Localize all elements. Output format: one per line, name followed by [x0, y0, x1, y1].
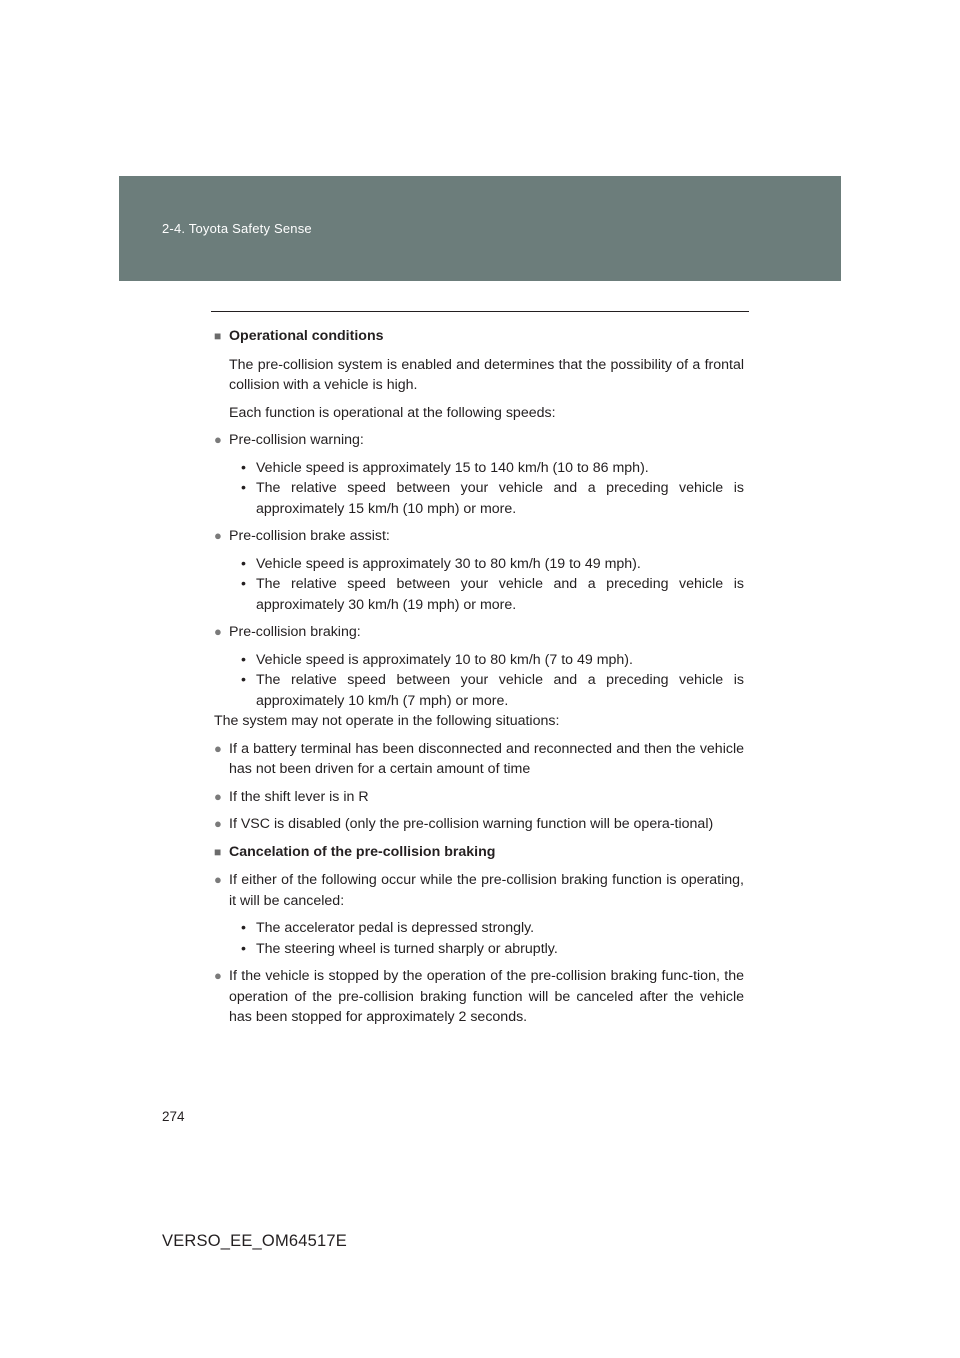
brake-assist-conditions — [214, 554, 744, 616]
sub-item — [241, 918, 744, 939]
square-bullet-icon: ■ — [214, 329, 222, 343]
bullet-text: If the vehicle is stopped by the operation of the pre-collision braking func-tion, the operation of the pre-collision braking function will be canceled after the vehicle has been stopped for approximately 2 seconds. — [229, 968, 744, 1025]
circle-bullet-icon: ● — [214, 968, 222, 983]
circle-bullet-icon: ● — [214, 432, 222, 447]
bullet-text: If VSC is disabled (only the pre-collision warning function will be opera-tional) — [229, 816, 714, 832]
warning-conditions — [214, 458, 744, 520]
paragraph-speeds-intro: Each function is operational at the following speeds: — [229, 404, 556, 421]
bullet-brake-assist — [214, 526, 744, 547]
sub-item — [241, 670, 744, 711]
circle-bullet-icon: ● — [214, 740, 222, 756]
bullet-text: If either of the following occur while the pre-collision braking function is operating, it will be canceled: — [229, 872, 744, 909]
circle-bullet-icon: ● — [214, 624, 222, 639]
sub-bullet-icon: • — [241, 920, 246, 936]
heading-text: Cancelation of the pre-collision braking — [229, 843, 496, 860]
circle-bullet-icon: ● — [214, 872, 222, 887]
bullet-text: Pre-collision warning: — [229, 432, 364, 448]
bullet-text: Pre-collision braking: — [229, 624, 361, 640]
sub-bullet-icon: • — [241, 940, 246, 957]
heading-text: Operational conditions — [229, 328, 384, 344]
sub-item-text: The relative speed between your vehicle and a preceding vehicle is approximately 15 km/h (10 mph) or more. — [256, 480, 744, 517]
sub-item-text: Vehicle speed is approximately 15 to 140 km/h (10 to 86 mph). — [256, 459, 649, 476]
sub-item — [241, 554, 744, 575]
square-bullet-icon: ■ — [214, 844, 222, 859]
bullet-text: If a battery terminal has been disconnected and reconnected and then the vehicle has not been driven for a certain amount of time — [229, 740, 744, 777]
bullet-braking — [214, 622, 744, 643]
braking-conditions — [214, 650, 744, 712]
sub-item-text: Vehicle speed is approximately 10 to 80 km/h (7 to 49 mph). — [256, 651, 633, 668]
sub-bullet-icon: • — [241, 555, 246, 572]
cancel-conditions — [214, 918, 744, 959]
heading-operational-conditions — [214, 326, 744, 347]
bullet-cancel-either — [214, 870, 744, 911]
circle-bullet-icon: ● — [214, 816, 222, 831]
bullet-text: Pre-collision brake assist: — [229, 528, 390, 544]
bullet-situation-shift — [214, 787, 744, 808]
sub-item — [241, 458, 744, 479]
heading-cancelation — [214, 842, 744, 863]
page-number: 274 — [162, 1109, 185, 1124]
sub-item-text: The relative speed between your vehicle and a preceding vehicle is approximately 10 km/h (7 mph) or more. — [256, 672, 744, 709]
sub-item — [241, 939, 744, 960]
page-content — [214, 326, 744, 1035]
sub-item-text: The accelerator pedal is depressed strongly. — [256, 920, 535, 936]
sub-bullet-icon: • — [241, 480, 246, 496]
sub-item — [241, 478, 744, 519]
bullet-situation-vsc — [214, 814, 744, 835]
bullet-cancel-stopped — [214, 966, 744, 1028]
circle-bullet-icon: ● — [214, 788, 222, 804]
bullet-text: If the shift lever is in R — [229, 788, 369, 805]
sub-bullet-icon: • — [241, 576, 246, 592]
sub-item-text: The steering wheel is turned sharply or abruptly. — [256, 940, 558, 957]
paragraph-intro: The pre-collision system is enabled and determines that the possibility of a frontal collision with a vehicle is high. — [229, 356, 744, 393]
bullet-situation-battery — [214, 739, 744, 780]
sub-bullet-icon: • — [241, 651, 246, 668]
sub-item-text: Vehicle speed is approximately 30 to 80 km/h (19 to 49 mph). — [256, 555, 641, 572]
circle-bullet-icon: ● — [214, 528, 222, 543]
sub-item-text: The relative speed between your vehicle and a preceding vehicle is approximately 30 km/h (19 mph) or more. — [256, 576, 744, 613]
bullet-warning — [214, 430, 744, 451]
section-title: 2-4. Toyota Safety Sense — [162, 221, 312, 236]
sub-item — [241, 574, 744, 615]
sub-item — [241, 650, 744, 671]
sub-bullet-icon: • — [241, 459, 246, 476]
sub-bullet-icon: • — [241, 672, 246, 688]
section-divider — [211, 311, 749, 312]
paragraph-not-operate: The system may not operate in the following situations: — [214, 713, 560, 729]
document-code: VERSO_EE_OM64517E — [162, 1232, 347, 1250]
